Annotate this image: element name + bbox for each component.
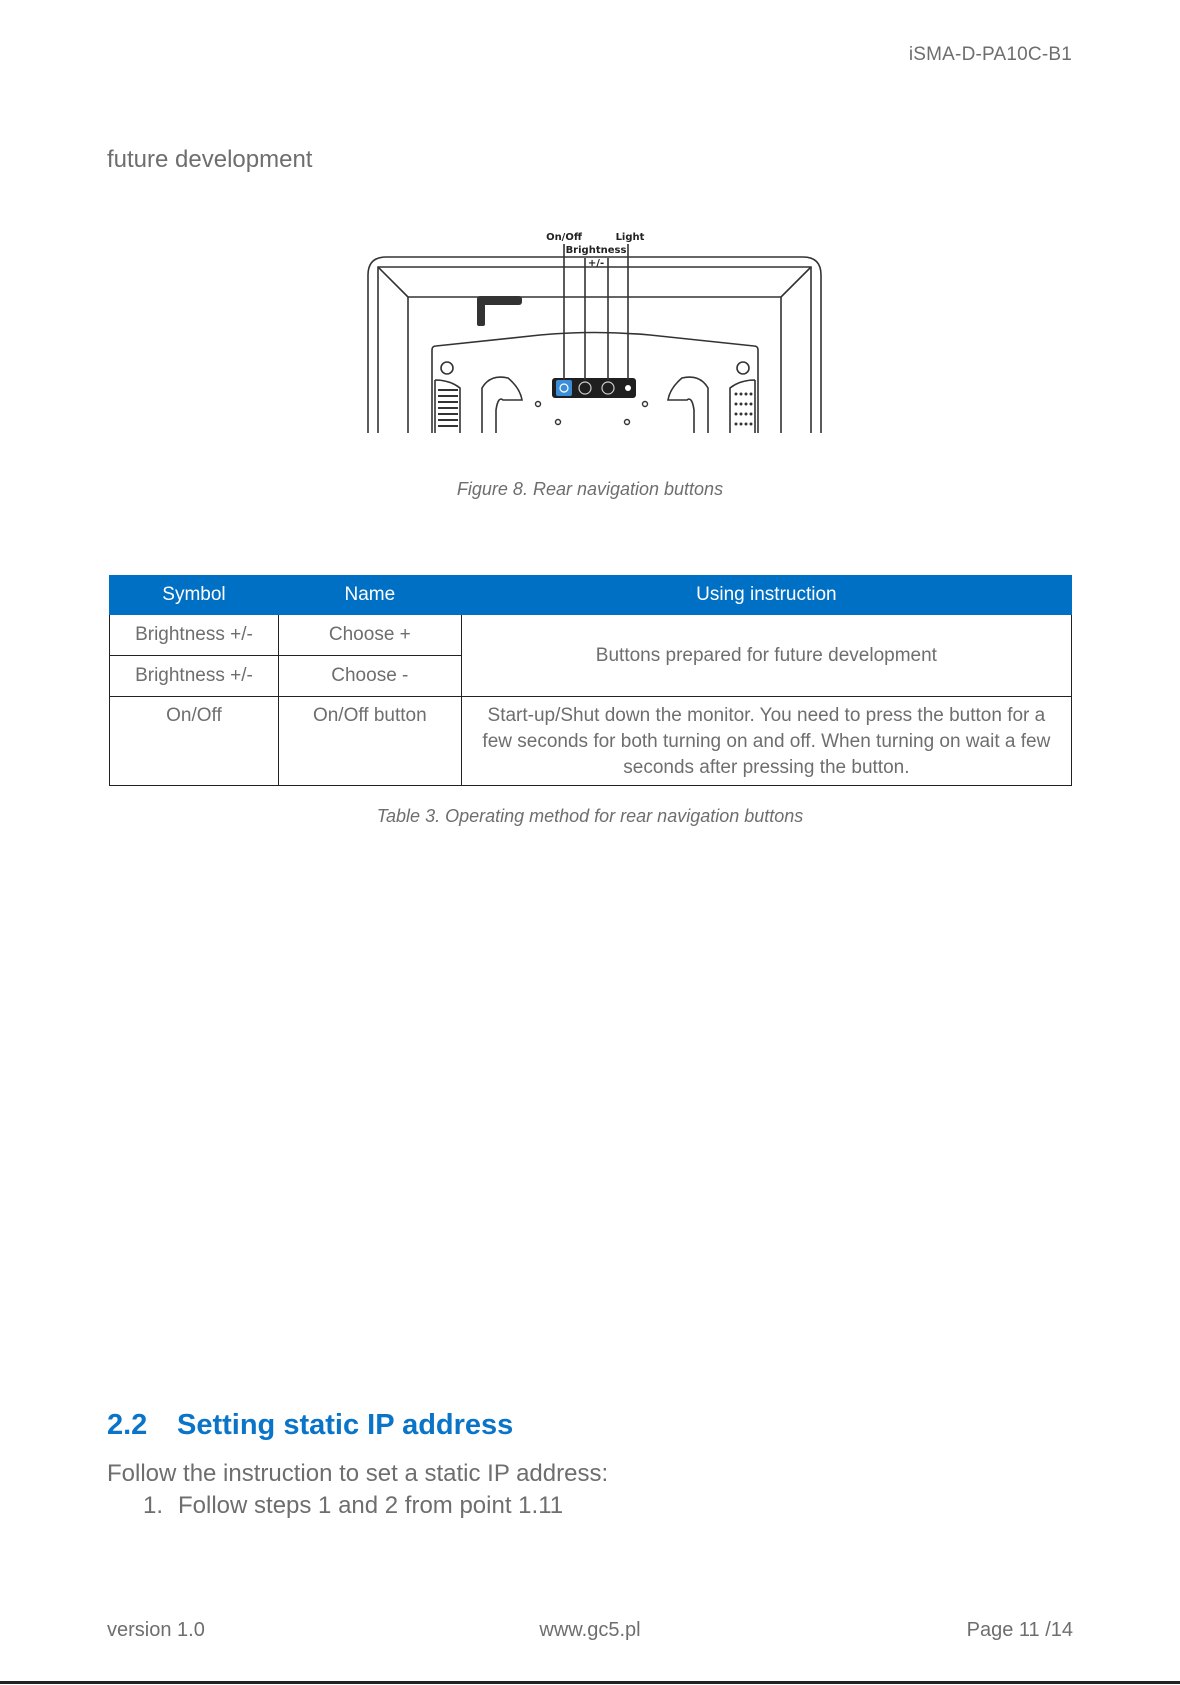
step-text: Follow steps 1 and 2 from point 1.11 (178, 1492, 564, 1519)
figure-caption: Figure 8. Rear navigation buttons (456, 479, 724, 499)
label-light: Light (615, 232, 645, 243)
bottom-divider (0, 1681, 1180, 1684)
cell-instruction: Buttons prepared for future development (461, 615, 1071, 697)
footer-version: version 1.0 (107, 1619, 205, 1641)
light-indicator-icon (625, 385, 631, 391)
intro-text: future development (107, 146, 313, 173)
table-row (110, 615, 1072, 656)
section-title: Setting static IP address (177, 1409, 514, 1441)
rear-buttons-figure (360, 228, 830, 433)
footer-page-number: Page 11 /14 (966, 1619, 1073, 1641)
table-row (110, 697, 1072, 786)
table-header-row (110, 576, 1072, 615)
step-number: 1. (143, 1492, 164, 1519)
header-instruction: Using instruction (461, 576, 1071, 615)
section-intro: Follow the instruction to set a static IP address: (107, 1460, 609, 1487)
label-on-off: On/Off (546, 232, 582, 243)
cell-symbol: On/Off (110, 697, 279, 786)
document-code: iSMA-D-PA10C-B1 (908, 44, 1072, 65)
section-heading (107, 1409, 513, 1442)
cell-symbol: Brightness +/- (110, 615, 279, 656)
section-number: 2.2 (107, 1409, 148, 1441)
operations-table (109, 575, 1072, 786)
header-symbol: Symbol (110, 576, 279, 615)
power-button-icon (556, 380, 572, 396)
cell-name: Choose + (278, 615, 461, 656)
footer-website: www.gc5.pl (539, 1619, 641, 1641)
table-caption: Table 3. Operating method for rear navigation buttons (376, 806, 804, 826)
label-plus-minus: +/- (587, 258, 605, 269)
list-item (143, 1492, 563, 1520)
cell-symbol: Brightness +/- (110, 656, 279, 697)
cell-name: On/Off button (278, 697, 461, 786)
header-name: Name (278, 576, 461, 615)
cell-name: Choose - (278, 656, 461, 697)
cell-instruction: Start-up/Shut down the monitor. You need to press the button for a few seconds for both turning on and off. When turning on wait a few seconds after pressing the button. (461, 697, 1071, 786)
label-brightness: Brightness (565, 245, 627, 256)
